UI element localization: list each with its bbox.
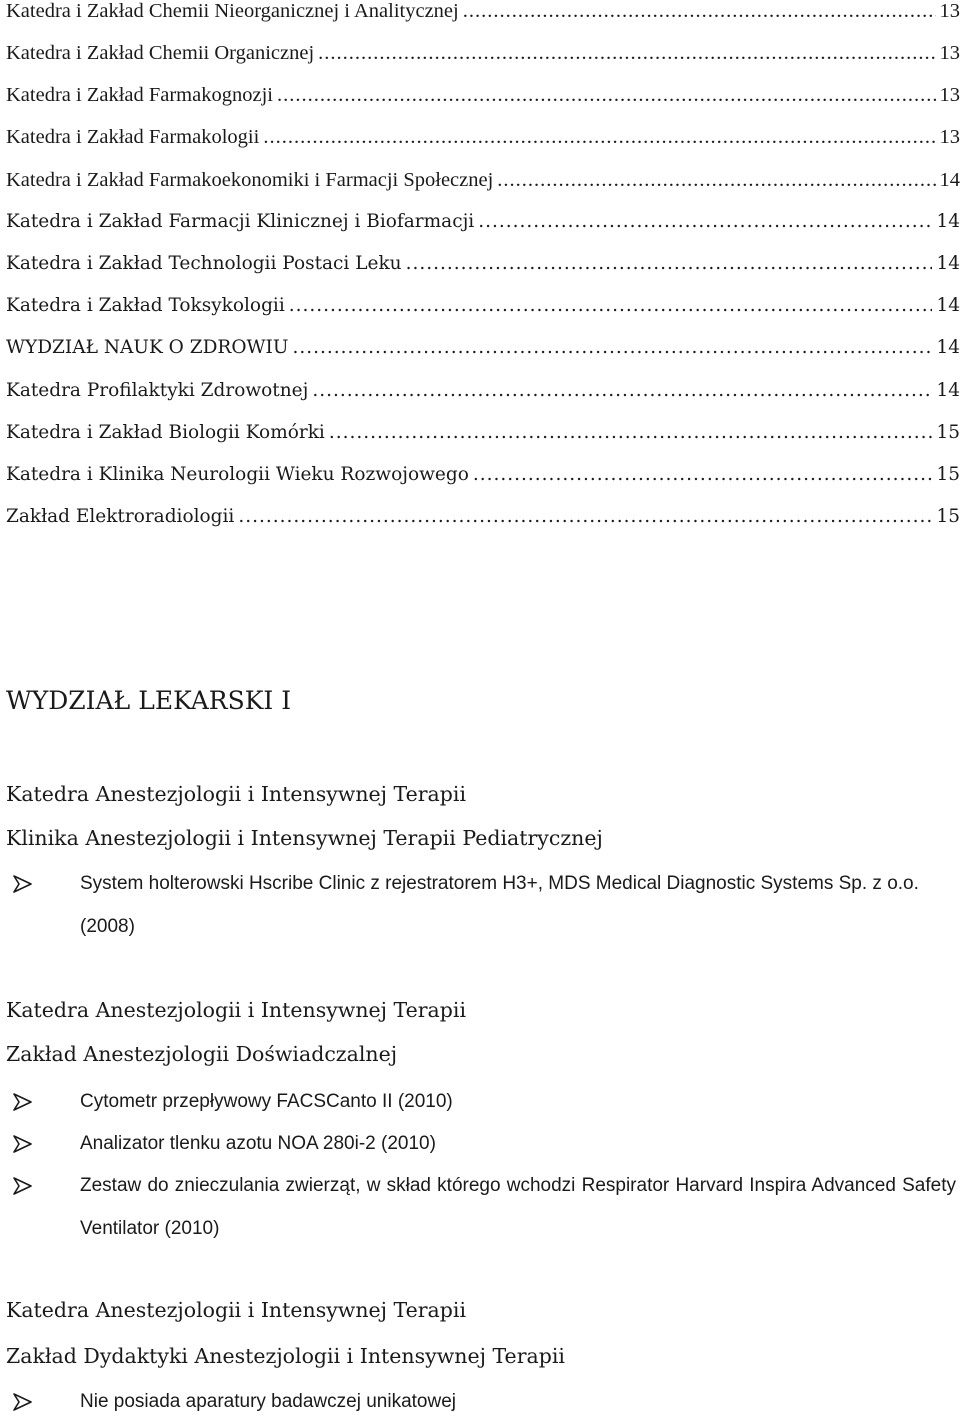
list-item-text: System holterowski Hscribe Clinic z rejestratorem H3+, MDS Medical Diagnostic Systems Sp. z o.o. (2008) <box>80 862 956 948</box>
toc-entry-title: Katedra i Zakład Farmakoekonomiki i Farmacji Społecznej <box>6 169 493 192</box>
toc-entry-title: Katedra i Zakład Chemii Organicznej <box>6 42 314 65</box>
list-item <box>6 872 956 958</box>
toc-entry-page: 15 <box>936 422 960 443</box>
toc-leader-dots <box>478 211 932 232</box>
toc-leader-dots <box>289 295 933 316</box>
toc-entry-title: Katedra i Zakład Farmakologii <box>6 126 259 149</box>
toc-leader-dots <box>406 253 933 274</box>
faculty-heading: WYDZIAŁ LEKARSKI I <box>6 686 956 715</box>
toc-leader-dots <box>497 169 935 192</box>
table-of-contents <box>6 0 960 548</box>
toc-entry-page: 14 <box>936 295 960 316</box>
arrow-bullet-icon <box>12 874 34 894</box>
toc-entry-page: 15 <box>936 464 960 485</box>
list-item-text: Zestaw do znieczulania zwierząt, w skład którego wchodzi Respirator Harvard Inspira Advanced Safety Ventilator (2010) <box>80 1164 956 1250</box>
list-item <box>6 1090 956 1120</box>
toc-entry[interactable] <box>6 253 960 295</box>
toc-leader-dots <box>277 84 936 107</box>
toc-entry-page: 14 <box>936 380 960 401</box>
toc-entry-page: 15 <box>936 506 960 527</box>
toc-entry[interactable] <box>6 464 960 506</box>
toc-entry[interactable] <box>6 169 960 211</box>
unit-heading: Klinika Anestezjologii i Intensywnej Terapii Pediatrycznej <box>6 826 956 850</box>
toc-leader-dots <box>292 337 932 358</box>
toc-leader-dots <box>463 0 936 23</box>
toc-entry-page: 13 <box>940 126 960 149</box>
toc-entry-title: Katedra i Zakład Biologii Komórki <box>6 422 325 443</box>
arrow-bullet-icon <box>12 1176 34 1196</box>
list-item-text: Nie posiada aparatury badawczej unikatowej <box>80 1380 956 1423</box>
list-item-text: Analizator tlenku azotu NOA 280i-2 (2010) <box>80 1122 956 1165</box>
toc-entry-title: Katedra i Zakład Chemii Nieorganicznej i Analitycznej <box>6 0 459 23</box>
list-item <box>6 1390 956 1414</box>
list-item <box>6 1174 956 1260</box>
arrow-bullet-icon <box>12 1134 34 1154</box>
toc-leader-dots <box>318 42 935 65</box>
toc-entry-page: 14 <box>940 169 960 192</box>
toc-entry-title: WYDZIAŁ NAUK O ZDROWIU <box>6 337 288 358</box>
toc-entry-title: Katedra i Zakład Toksykologii <box>6 295 285 316</box>
list-item <box>6 1132 956 1162</box>
list-item-text: Cytometr przepływowy FACSCanto II (2010) <box>80 1080 956 1123</box>
toc-entry[interactable] <box>6 295 960 337</box>
toc-leader-dots <box>238 506 932 527</box>
toc-entry-page: 13 <box>940 42 960 65</box>
department-heading: Katedra Anestezjologii i Intensywnej Terapii <box>6 1298 956 1322</box>
unit-heading: Zakład Anestezjologii Doświadczalnej <box>6 1042 956 1066</box>
toc-entry-page: 14 <box>936 253 960 274</box>
toc-entry[interactable] <box>6 126 960 168</box>
unit-heading: Zakład Dydaktyki Anestezjologii i Intensywnej Terapii <box>6 1344 956 1368</box>
toc-leader-dots <box>473 464 933 485</box>
toc-entry[interactable] <box>6 337 960 379</box>
toc-leader-dots <box>263 126 935 149</box>
toc-entry-title: Katedra i Zakład Farmakognozji <box>6 84 273 107</box>
arrow-bullet-icon <box>12 1392 34 1412</box>
toc-entry[interactable] <box>6 42 960 84</box>
toc-entry[interactable] <box>6 84 960 126</box>
toc-entry-title: Katedra i Klinika Neurologii Wieku Rozwojowego <box>6 464 469 485</box>
department-heading: Katedra Anestezjologii i Intensywnej Terapii <box>6 782 956 806</box>
toc-entry[interactable] <box>6 211 960 253</box>
department-heading: Katedra Anestezjologii i Intensywnej Terapii <box>6 998 956 1022</box>
toc-entry[interactable] <box>6 422 960 464</box>
toc-entry-title: Zakład Elektroradiologii <box>6 506 234 527</box>
toc-entry-page: 14 <box>936 211 960 232</box>
toc-entry-page: 13 <box>940 84 960 107</box>
toc-leader-dots <box>312 380 932 401</box>
toc-entry-title: Katedra i Zakład Farmacji Klinicznej i Biofarmacji <box>6 211 474 232</box>
toc-entry[interactable] <box>6 506 960 548</box>
toc-entry-page: 14 <box>936 337 960 358</box>
toc-entry-title: Katedra i Zakład Technologii Postaci Leku <box>6 253 402 274</box>
toc-leader-dots <box>329 422 933 443</box>
toc-entry[interactable] <box>6 380 960 422</box>
toc-entry[interactable] <box>6 0 960 42</box>
arrow-bullet-icon <box>12 1092 34 1112</box>
toc-entry-page: 13 <box>940 0 960 23</box>
toc-entry-title: Katedra Profilaktyki Zdrowotnej <box>6 380 308 401</box>
